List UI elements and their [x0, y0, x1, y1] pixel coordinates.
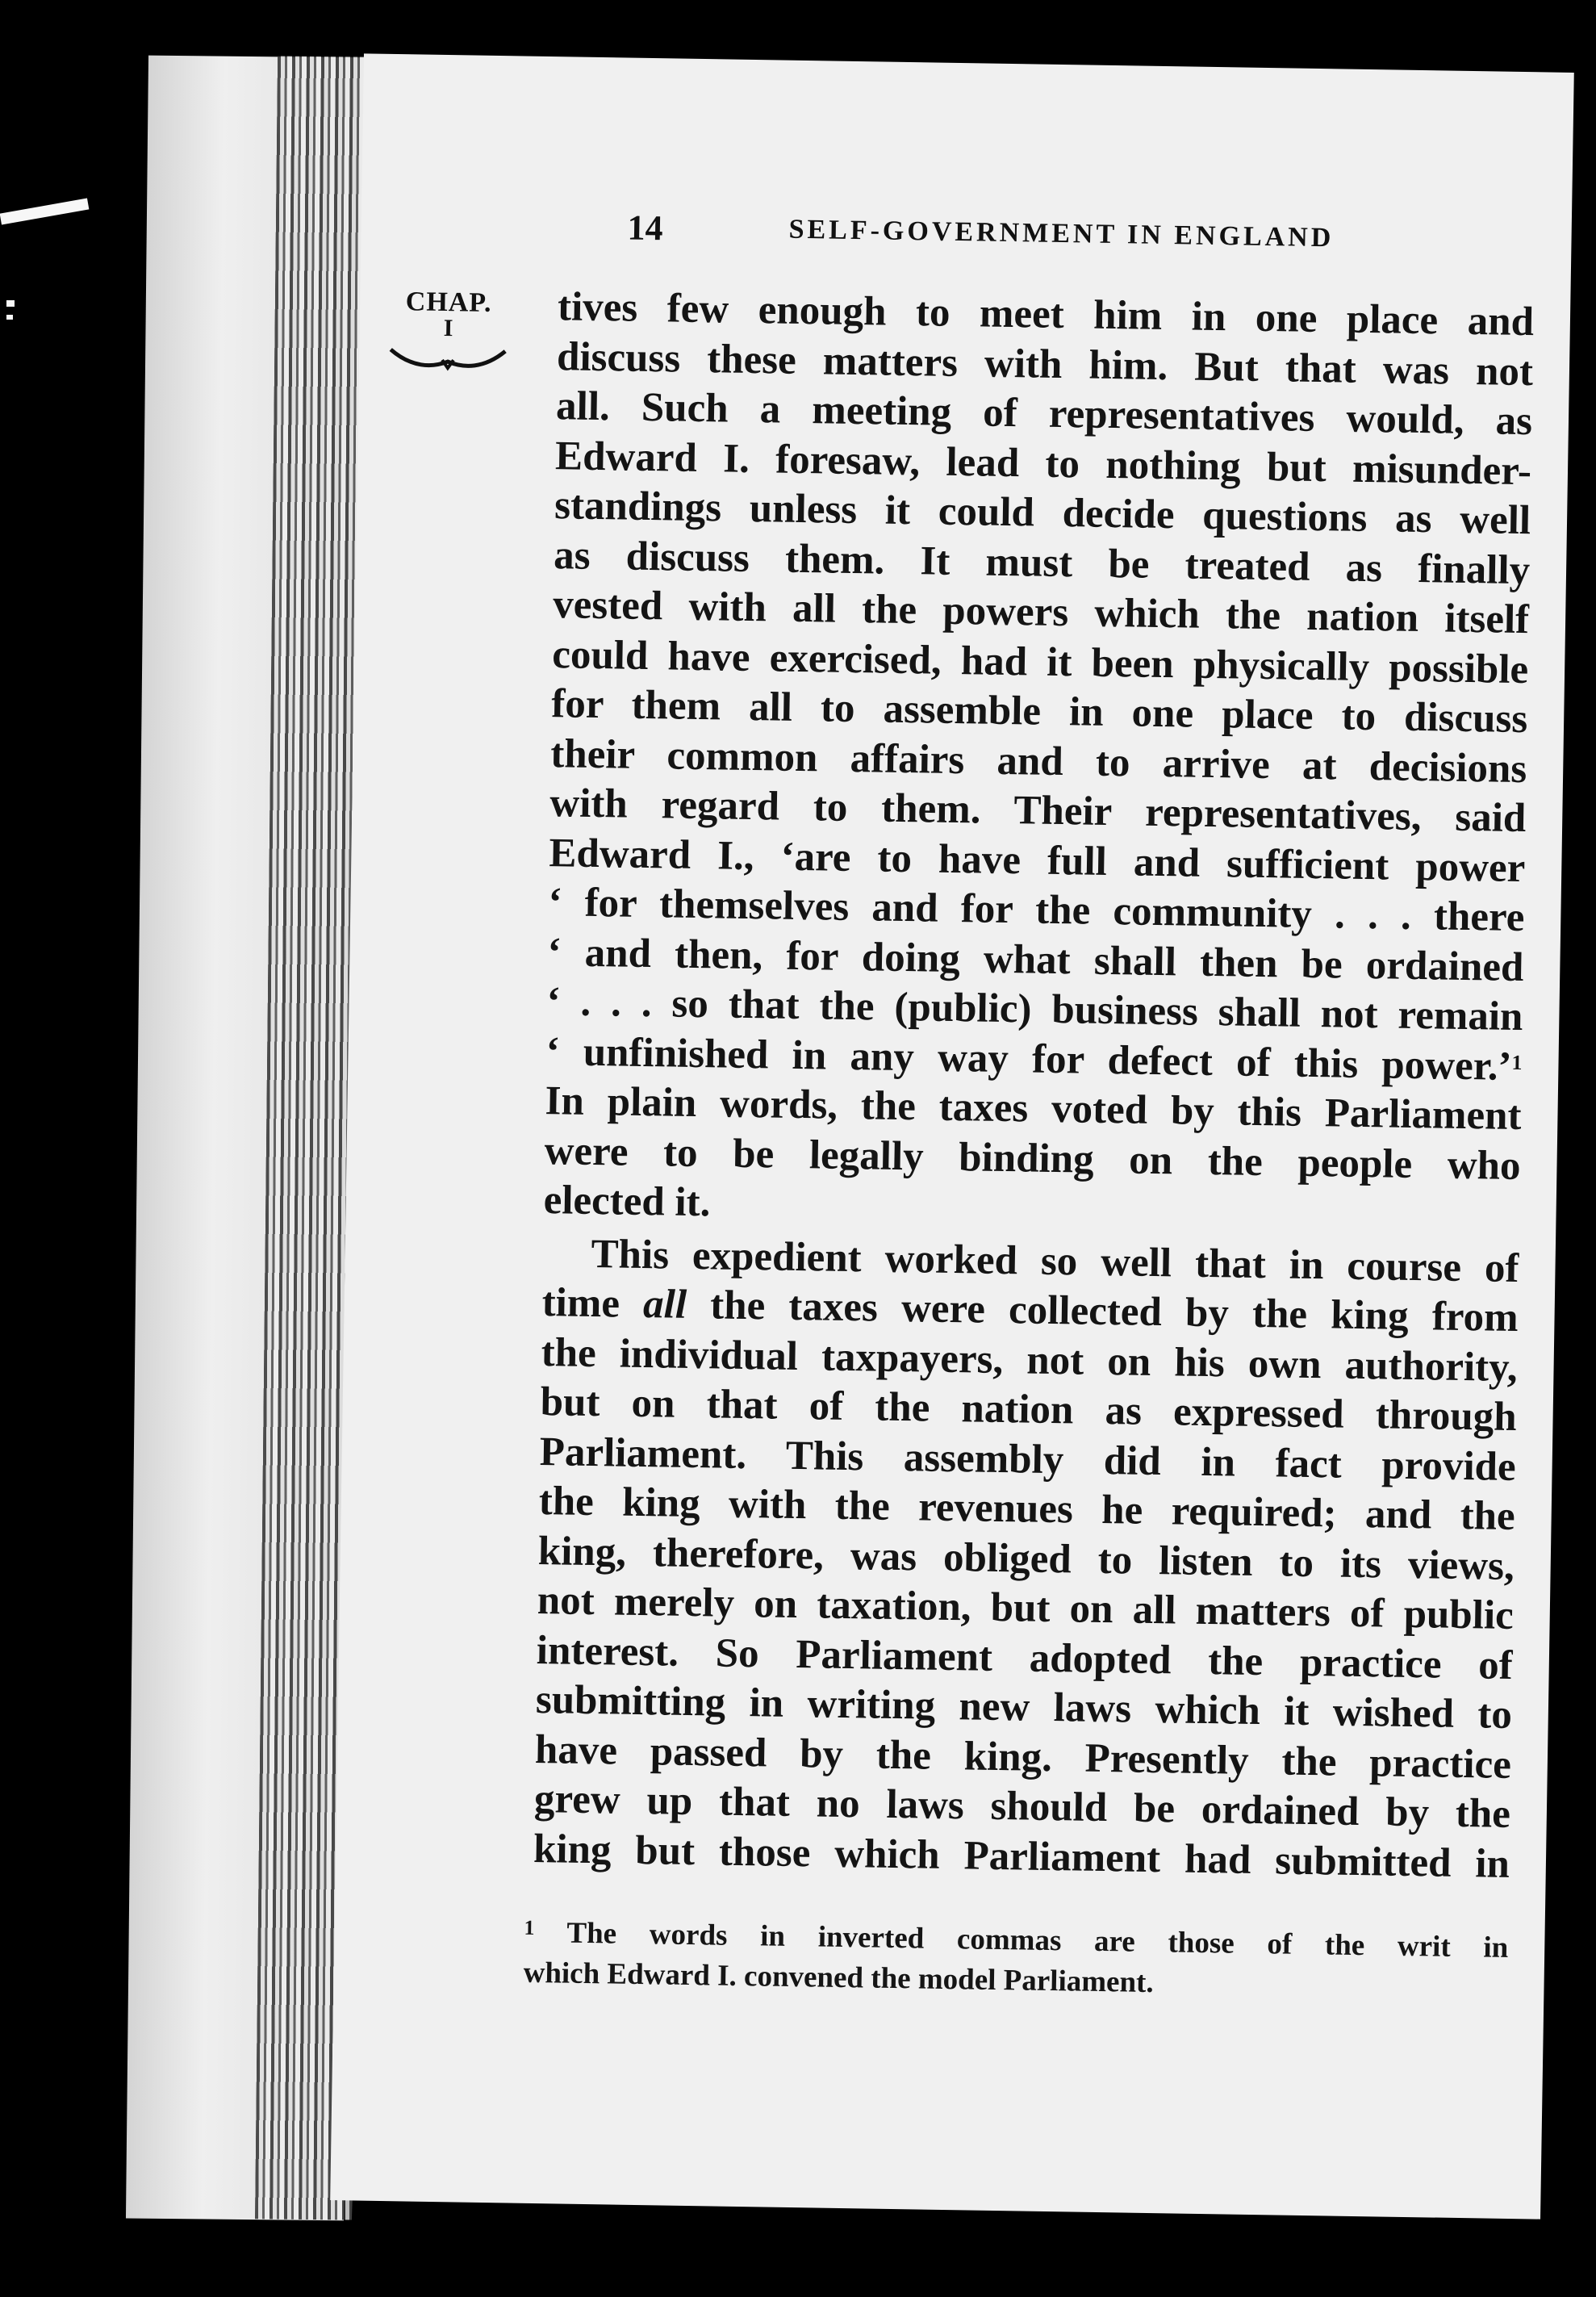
footnote-ref: 1 — [1511, 1050, 1523, 1074]
text-segment: time — [541, 1280, 644, 1328]
page-number: 14 — [627, 207, 664, 249]
scan-speck — [0, 199, 89, 225]
text-line: grew up that no laws should be ordained by the — [533, 1776, 1511, 1837]
text-line: with regard to them. Their representatives, said — [549, 780, 1527, 842]
text-line: not merely on taxation, but on all matters of public — [537, 1577, 1515, 1638]
running-head: SELF-GOVERNMENT IN ENGLAND — [788, 214, 1335, 253]
text-line: were to be legally binding on the people who — [544, 1128, 1521, 1189]
text-line: interest. So Parliament adopted the practice of — [536, 1627, 1514, 1688]
emphasis: all — [642, 1282, 687, 1328]
text-line: as discuss them. It must be treated as finally — [553, 532, 1531, 593]
text-line: ‘ and then, for doing what shall then be ordained — [547, 929, 1524, 990]
text-line: Edward I. foresaw, lead to nothing but misunder- — [554, 433, 1532, 494]
text-line: This expedient worked so well that in course of — [591, 1231, 1519, 1291]
book-page — [330, 53, 1574, 2219]
text-line: their common affairs and to arrive at decisions — [549, 730, 1527, 792]
text-line: submitting in writing new laws which it wished to — [535, 1676, 1513, 1738]
text-line: could have exercised, had it been physically possible — [551, 631, 1529, 692]
text-line: In plain words, the taxes voted by this Parliament — [545, 1078, 1522, 1140]
text-line: ‘ for themselves and for the community . . . there — [548, 880, 1525, 941]
footnote-text: The words in inverted commas are those of the writ in — [566, 1916, 1509, 1964]
page-header — [627, 207, 1515, 278]
text-line: but on that of the nation as expressed through — [540, 1379, 1518, 1441]
footnote — [523, 1913, 1508, 2009]
text-line: king but those which Parliament had submitted in — [533, 1826, 1510, 1887]
chapter-number: I — [443, 314, 453, 342]
chapter-margin-note — [383, 288, 514, 374]
text-line: Edward I., ‘are to have full and sufficient power — [549, 830, 1526, 891]
footnote-line: which Edward I. convened the model Parliament. — [523, 1956, 1154, 2000]
text-line: king, therefore, was obliged to listen to its views, — [537, 1528, 1515, 1589]
chapter-label: CHAP. — [405, 287, 492, 318]
text-line: vested with all the powers which the nation itself — [552, 582, 1530, 643]
text-line: for them all to assemble in one place to discuss — [550, 681, 1528, 743]
scan-speck — [6, 315, 13, 320]
text-line: the king with the revenues he required; and the — [538, 1479, 1516, 1540]
text-line: ‘ . . . so that the (public) business shall not remain — [546, 979, 1523, 1040]
text-line: standings unless it could decide questions as well — [554, 483, 1531, 544]
text-line: tives few enough to meet him in one place and — [557, 284, 1535, 345]
scan-speck — [6, 300, 15, 307]
text-line: have passed by the king. Presently the practice — [534, 1726, 1512, 1788]
text-line: ‘ unfinished in any way for defect of this power.’ — [545, 1028, 1512, 1090]
footnote-marker: 1 — [524, 1915, 535, 1939]
text-line: the individual taxpayers, not on his own authority, — [541, 1329, 1519, 1391]
brace-flourish-icon — [387, 343, 509, 374]
text-line: discuss these matters with him. But that was not — [556, 333, 1534, 395]
text-line: all. Such a meeting of representatives would, as — [555, 383, 1533, 445]
text-segment: the taxes were collected by the king from — [686, 1282, 1519, 1341]
main-text — [533, 282, 1535, 1889]
text-line: Parliament. This assembly did in fact provide — [539, 1429, 1517, 1490]
text-line: elected it. — [543, 1178, 711, 1226]
